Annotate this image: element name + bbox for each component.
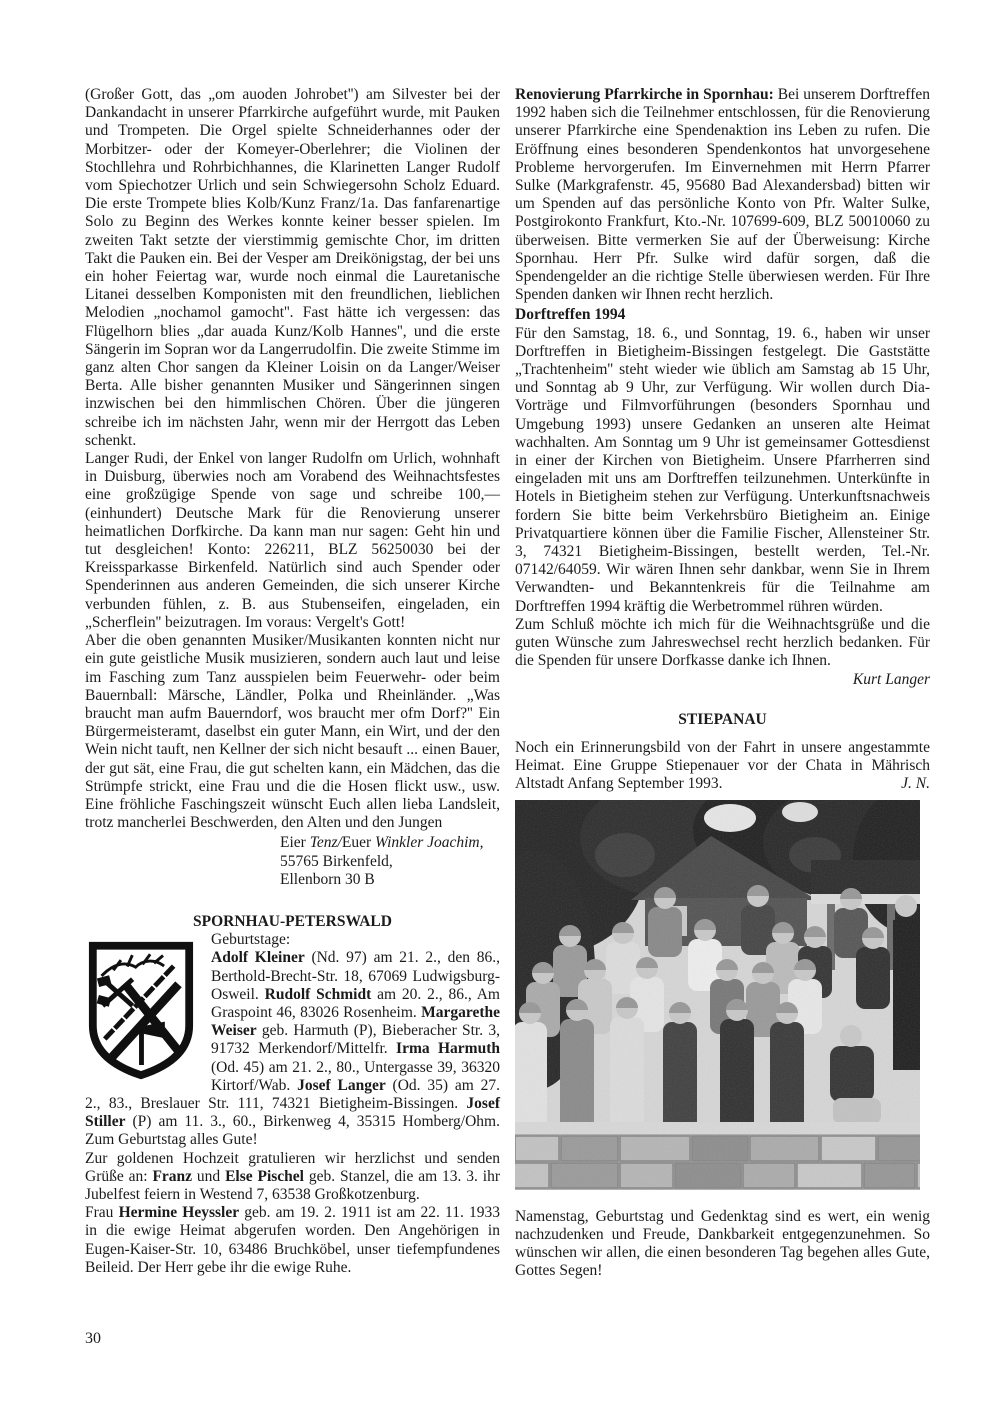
group-photo <box>515 800 920 1190</box>
paragraph-dorftreffen: Für den Samstag, 18. 6., und Sonntag, 19. 6., haben wir unser Dorftreffen in Bietigheim-Bissingen festgelegt. Die Gaststätte „Trachtenheim'' steht wieder wie üblich am Samstag ab 15 Uhr, und Sonntag ab 9 Uhr, zur Verfügung. Wir wollen durch Dia-Vorträge und Filmvorführungen (besonders Spornhau und Umgebung 1993) unsere Gedanken an unseren alte Heimat wachhalten. Am Sonntag um 9 Uhr ist gemeinsamer Gottesdienst in einer der Kirchen von Bietigheim. Unsere Pfarrherren sind eingeladen mit uns am Dorftreffen teilzunehmen. Unterkünfte in Hotels in Bietigheim stehen zur Verfügung. Unterkunftsnachweis fordern Sie bitte beim Verkehrsbüro Bietigheim an. Einige Privatquartiere können über die Familie Fischer, Allensteiner Str. 3, 74321 Bietigheim-Bissingen, bestellt werden, Tel.-Nr. 07142/64059. Wir wären Ihnen sehr dankbar, wenn Sie in Ihrem Verwandten- und Bekanntenkreis für die Teilnahme am Dorftreffen 1994 kräftig die Werbetrommel rühren würden. <box>515 324 930 615</box>
section-heading-stiepanau: STIEPANAU <box>678 710 767 728</box>
signature-kurt-langer: Kurt Langer <box>852 670 930 688</box>
right-column <box>515 86 930 1280</box>
page-number: 30 <box>85 1330 101 1347</box>
letter-signature-block <box>280 834 500 889</box>
paragraph-dank: Zum Schluß möchte ich mich für die Weihnachtsgrüße und die guten Wünsche zum Jahreswechsel recht herzlich bedanken. Für die Spenden für unsere Dorfkasse danke ich Ihnen. <box>515 615 930 670</box>
paragraph-golden-wedding: Zur goldenen Hochzeit gratulieren wir herzlichst und senden Grüße an: Franz und Else Pischel geb. Stanzel, die am 13. 3. ihr Jubelfest feiern in Westend 7, 63538 Großkotzenburg. <box>85 1149 501 1203</box>
signature-line: Eier Tenz/Euer Winkler Joachim, <box>280 834 484 852</box>
author-initials: J. N. <box>893 775 930 793</box>
left-column <box>85 86 500 1277</box>
section-heading-spornhau-peterswald: SPORNHAU-PETERSWALD <box>193 912 392 930</box>
paragraph-donation: Langer Rudi, der Enkel von langer Rudolfn om Urlich, wohnhaft in Duisburg, überwies noch am Vorabend des Weihnachtsfestes eine großzügige Spende von sage und schreibe 100,— (einhundert) Deutsche Mark für die Renovierung unserer heimatlichen Dorfkirche. Da kann man nur sagen: Geht hin und tut desgleichen! Konto: 226211, BLZ 56250030 bei der Kreissparkasse Birkenfeld. Natürlich sind auch Spender oder Spenderinnen aus anderen Gemeinden, die sich unserer Kirche verbunden fühlen, z. B. aus Stubenseifen, eingeladen, ein „Scherflein'' beizutragen. Im voraus: Vergelt's Gott! <box>85 450 500 631</box>
paragraph-fasching: Aber die oben genannten Musiker/Musikanten konnten nicht nur ein gute geistliche Musik musizieren, sondern auch laut und leise im Fasching zum Tanz ausspielen beim Feuerwehr- oder beim Bauernball: Märsche, Ländler, Polka und Rheinländer. „Was braucht man aufm Bauerndorf, wos braucht mer ofm Dorf?'' Ein Bürgermeisteramt, daselbst ein guter Mann, ein Wirt, und der den Wein nicht tauft, nen Kellner der sich nicht besauft ... einen Bauer, der gut sät, eine Frau, die gut schelten kann, ein Mädchen, das die Strümpfe strickt, eine Frau und die die Hosen flickt usw., usw. Eine fröhliche Faschingszeit wünscht Euch allen lieba Landsleit, trotz mancherlei Beschwerden, den Alten und den Jungen <box>85 632 500 832</box>
paragraph-birthdays: Adolf Kleiner (Nd. 97) am 21. 2., den 86., Berthold-Brecht-Str. 18, 67069 Ludwigsburg-Osweil. Rudolf Schmidt am 20. 2., 86., Am Graspoint 46, 83026 Rosenheim. Margarethe Weiser geb. Harmuth (P), Bieberacher Str. 3, 91732 Merkendorf/Mittelfr. Irma Harmuth (Od. 45) am 21. 2., 80., Untergasse 39, 36320 Kirtorf/Wab. Josef Langer (Od. 35) am 27. 2., 83., Breslauer Str. 111, 74321 Bietigheim-Bissingen. Josef Stiller (P) am 11. 3., 60., Birkenweg 4, 35315 Homberg/Ohm. Zum Geburtstag alles Gute! <box>85 949 500 1149</box>
signature-line: Ellenborn 30 B <box>280 870 375 888</box>
section-heading-dorftreffen: Dorftreffen 1994 <box>515 306 626 324</box>
paragraph-music: (Großer Gott, das „om auoden Johrobet'') am Silvester bei der Dankandacht in unserer Pfarrkirche aufgeführt wurde, mit Pauken und Trompeten. Die Orgel spielte Schneiderhannes oder der Morbitzer- oder der Komeyer-Oberlehrer; die Violinen der Stochllehra und Rohrbichhannes, die Klarinetten Langer Rudolf vom Spiechotzer Urlich und sein Schwiegersohn Scholz Eduard. Die erste Trompete blies Kolb/Kunz Franz/1a. Das fanfarenartige Solo zu Beginn des Werkes konnte keiner besser spielen. Im zweiten Takt setzte der vierstimmig gemischte Chor, im dritten Takt die Pauken ein. Bei der Vesper am Dreikönigstag, der bei uns ein hoher Feiertag war, wurde noch einmal die Lauretanische Litanei desselben Komponisten mit den freundlichen, lieblichen Melodien „nochamol gamocht''. Fast hätte ich vergessen: das Flügelhorn blies „dar auada Kunz/Kolb Hannes'', und die erste Sängerin im Sopran wor da Langerrudolfin. Die zweite Stimme im ganz alten Chor sangen da Kleiner Loisin on da Langer/Weiser Berta. Alle bisher genannten Musiker und Sängerinnen singen inzwischen bei den himmlischen Chören. Über die jüngeren schreibe ich im nächsten Jahr, wenn mir der Herrgott das Leben schenkt. <box>85 86 500 449</box>
paragraph-stiepanau: Noch ein Erinnerungsbild von der Fahrt in unsere angestammte Heimat. Eine Gruppe Stiepenauer vor der Chata in Mährisch Altstadt Anfang September 1993. J. N. <box>515 738 930 793</box>
geburtstage-label: Geburtstage: <box>211 931 291 949</box>
paragraph-renovierung: Renovierung Pfarrkirche in Spornhau: Bei unserem Dorftreffen 1992 haben sich die Teilnehmer entschlossen, für die Renovierung unserer Pfarrkirche eine Spendenaktion ins Leben zu rufen. Die Eröffnung eines besonderen Spendenkontos hat unvorgesehene Probleme hervorgerufen. Im Einvernehmen mit Herrn Pfarrer Sulke (Markgrafenstr. 45, 95680 Bad Alexandersbad) bitten wir um Spenden auf das persönliche Konto von Pfr. Walter Sulke, Postgirokonto Frankfurt, Kto.-Nr. 107699-609, BLZ 50010060 zu überweisen. Bitte vermerken Sie auf der Überweisung: Kirche Spornhau. Herr Pfr. Sulke wird dafür sorgen, daß die Spendengelder an die richtige Stelle überwiesen werden. Für Ihre Spenden danken wir Ihnen recht herzlich. <box>515 86 930 304</box>
signature-line: 55765 Birkenfeld, <box>280 852 393 870</box>
coat-of-arms-icon <box>85 936 197 1082</box>
paragraph-obituary: Frau Hermine Heyssler geb. am 19. 2. 1911 ist am 22. 11. 1933 in die ewige Heimat abgerufen worden. Den Angehörigen in Eugen-Kaiser-Str. 10, 63486 Bruchköbel, unser tiefempfundenes Beileid. Der Herr gebe ihr die ewige Ruhe. <box>85 1204 501 1276</box>
paragraph-namenstag: Namenstag, Geburtstag und Gedenktag sind es wert, ein wenig nachzudenken und Freude, Dankbarkeit entgegenzunehmen. So wünschen wir allen, die einen besonderen Tag begehen alles Gute, Gottes Segen! <box>515 1207 930 1280</box>
